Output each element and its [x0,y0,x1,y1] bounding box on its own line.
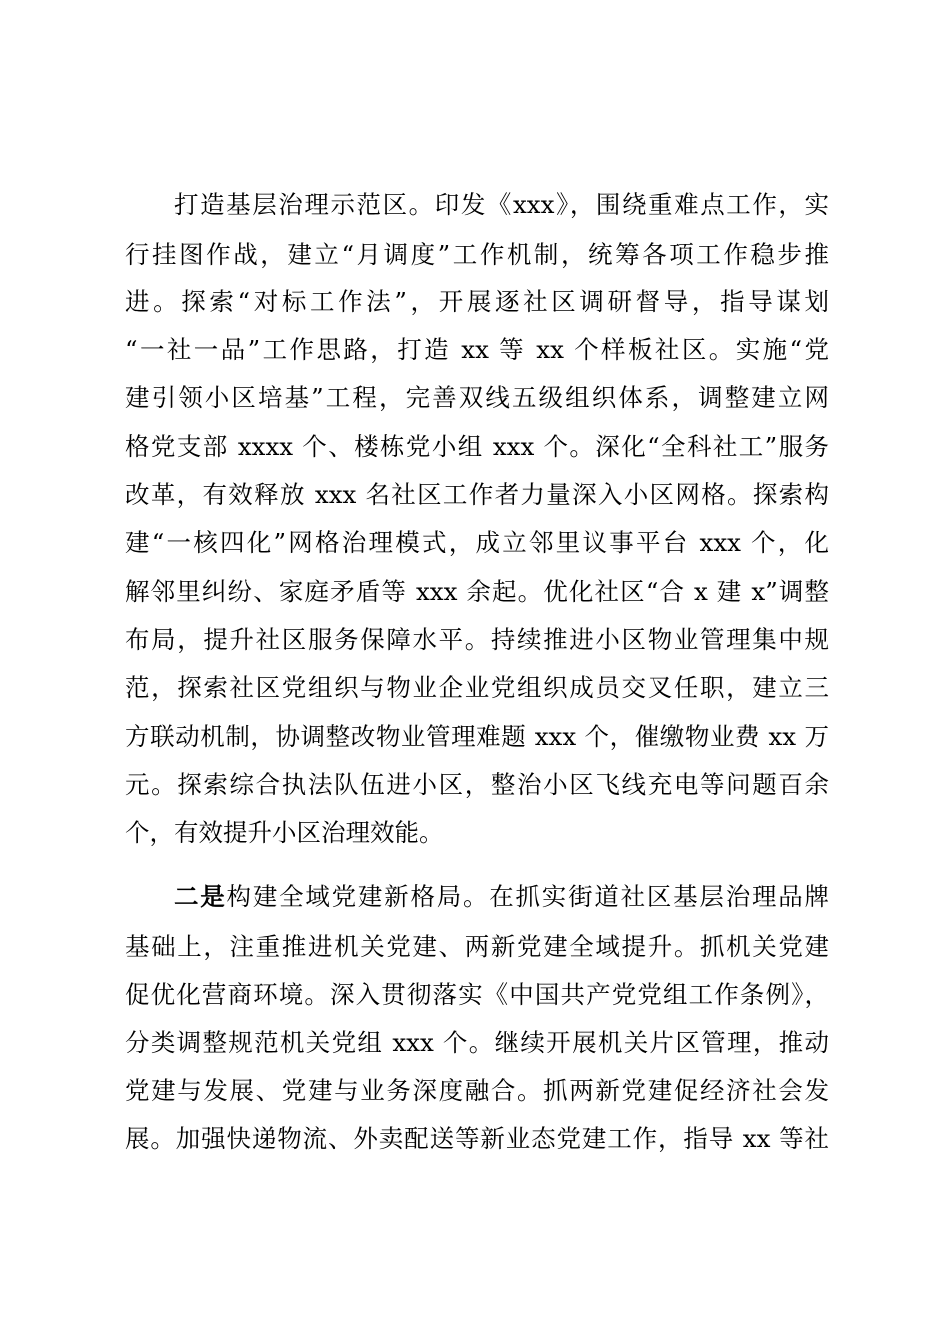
paragraph-1-line-5: 建引领小区培基”工程，完善双线五级组织体系，调整建立网 [125,383,829,412]
paragraph-1-line-12: 方联动机制，协调整改物业管理难题 xxx 个，催缴物业费 xx 万 [125,722,829,751]
paragraph-1-line-11: 范，探索社区党组织与物业企业党组织成员交叉任职，建立三 [125,673,829,702]
paragraph-1-line-10: 布局，提升社区服务保障水平。持续推进小区物业管理集中规 [125,625,829,654]
paragraph-1-line-8: 建“一核四化”网格治理模式，成立邻里议事平台 xxx 个，化 [125,528,829,557]
paragraph-2-line-1 [174,882,829,912]
paragraph-1-line-3: 进。探索“对标工作法”，开展逐社区调研督导，指导谋划 [125,287,829,316]
paragraph-1-line-9: 解邻里纠纷、家庭矛盾等 xxx 余起。优化社区“合 x 建 x”调整 [125,577,829,606]
paragraph-1-line-7: 改革，有效释放 xxx 名社区工作者力量深入小区网格。探索构 [125,480,829,509]
paragraph-2-line-1-text: 构建全域党建新格局。在抓实街道社区基层治理品牌 [226,882,830,911]
paragraph-2-line-5: 党建与发展、党建与业务深度融合。抓两新党建促经济社会发 [125,1076,829,1105]
paragraph-1-line-4: “一社一品”工作思路，打造 xx 等 xx 个样板社区。实施“党 [125,335,829,364]
paragraph-2-line-4: 分类调整规范机关党组 xxx 个。继续开展机关片区管理，推动 [125,1028,829,1057]
paragraph-1-line-13: 元。探索综合执法队伍进小区，整治小区飞线充电等问题百余 [125,770,829,799]
paragraph-1-line-2: 行挂图作战，建立“月调度”工作机制，统筹各项工作稳步推 [125,240,829,269]
paragraph-2-line-6: 展。加强快递物流、外卖配送等新业态党建工作，指导 xx 等社 [125,1124,829,1153]
paragraph-1-line-1: 打造基层治理示范区。印发《xxx》，围绕重难点工作，实 [174,190,829,219]
paragraph-2-line-3: 促优化营商环境。深入贯彻落实《中国共产党党组工作条例》， [125,980,829,1009]
paragraph-2-line-2: 基础上，注重推进机关党建、两新党建全域提升。抓机关党建 [125,932,829,961]
paragraph-1-line-6: 格党支部 xxxx 个、楼栋党小组 xxx 个。深化“全科社工”服务 [125,432,829,461]
paragraph-2-lead: 二是 [174,882,227,911]
paragraph-1-line-14: 个，有效提升小区治理效能。 [125,818,444,847]
